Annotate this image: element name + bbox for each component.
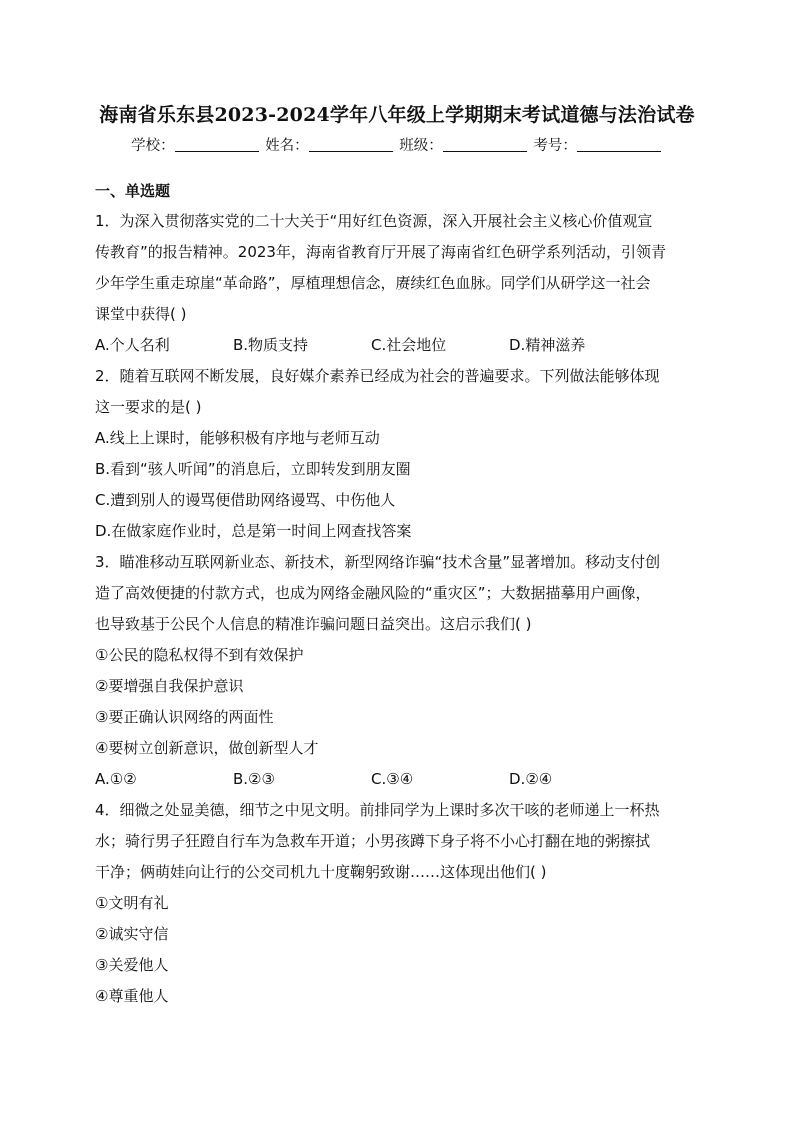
question-text-line: 4．细微之处显美德，细节之中见文明。前排同学为上课时多次干咳的老师递上一杯热 <box>95 801 660 819</box>
question-text-line: 传教育”的报告精神。2023年，海南省教育厅开展了海南省红色研学系列活动，引领青 <box>95 243 666 261</box>
answer-options <box>95 330 705 361</box>
option-b[interactable]: B.看到“骇人听闻”的消息后，立即转发到朋友圈 <box>95 460 411 478</box>
question-text-line: 少年学生重走琼崖“革命路”，厚植理想信念，赓续红色血脉。同学们从研学这一社会 <box>95 274 651 292</box>
exam-number-blank[interactable] <box>577 137 661 152</box>
school-blank[interactable] <box>175 137 259 152</box>
student-info-line <box>0 134 794 155</box>
exam-number-label: 考号： <box>533 138 577 154</box>
question-text-line: 干净；俩萌娃向让行的公交司机九十度鞠躬致谢……这体现出他们( ) <box>95 863 547 881</box>
option-d[interactable]: D.精神滋养 <box>509 336 586 354</box>
question-2 <box>95 361 705 547</box>
class-blank[interactable] <box>443 137 527 152</box>
option-c[interactable]: C.③④ <box>371 770 414 788</box>
answer-options <box>95 764 705 795</box>
question-4 <box>95 795 705 1012</box>
statement-item: ②诚实守信 <box>95 925 169 943</box>
option-a[interactable]: A.①② <box>95 770 137 788</box>
section-heading: 一、单选题 <box>95 182 171 200</box>
question-1 <box>95 206 705 361</box>
question-text-line: 3．瞄准移动互联网新业态、新技术，新型网络诈骗“技术含量”显著增加。移动支付创 <box>95 553 661 571</box>
question-text-line: 这一要求的是( ) <box>95 398 202 416</box>
statement-item: ④尊重他人 <box>95 987 169 1005</box>
option-d[interactable]: D.在做家庭作业时，总是第一时间上网查找答案 <box>95 522 412 540</box>
option-b[interactable]: B.②③ <box>233 770 275 788</box>
question-text-line: 水；骑行男子狂蹬自行车为急救车开道；小男孩蹲下身子将不小心打翻在地的粥擦拭 <box>95 832 651 850</box>
class-label: 班级： <box>399 138 443 154</box>
option-a[interactable]: A.个人名利 <box>95 336 170 354</box>
question-text-line: 也导致基于公民个人信息的精准诈骗问题日益突出。这启示我们( ) <box>95 615 532 633</box>
option-b[interactable]: B.物质支持 <box>233 336 309 354</box>
name-label: 姓名： <box>265 138 309 154</box>
question-text-line: 2．随着互联网不断发展，良好媒介素养已经成为社会的普遍要求。下列做法能够体现 <box>95 367 660 385</box>
statement-item: ①公民的隐私权得不到有效保护 <box>95 646 304 664</box>
question-3 <box>95 547 705 795</box>
question-text-line: 1．为深入贯彻落实党的二十大关于“用好红色资源，深入开展社会主义核心价值观宣 <box>95 212 653 230</box>
exam-content <box>95 184 705 1012</box>
question-text-line: 造了高效便捷的付款方式，也成为网络金融风险的“重灾区”；大数据描摹用户画像， <box>95 584 651 602</box>
statement-item: ③要正确认识网络的两面性 <box>95 708 274 726</box>
option-c[interactable]: C.遭到别人的谩骂便借助网络谩骂、中伤他人 <box>95 491 396 509</box>
school-label: 学校： <box>131 138 175 154</box>
statement-item: ④要树立创新意识，做创新型人才 <box>95 739 319 757</box>
option-c[interactable]: C.社会地位 <box>371 336 447 354</box>
statement-item: ③关爱他人 <box>95 956 169 974</box>
question-text-line: 课堂中获得( ) <box>95 305 187 323</box>
name-blank[interactable] <box>309 137 393 152</box>
statement-item: ①文明有礼 <box>95 894 169 912</box>
option-d[interactable]: D.②④ <box>509 770 553 788</box>
statement-item: ②要增强自我保护意识 <box>95 677 244 695</box>
exam-title: 海南省乐东县2023-2024学年八年级上学期期末考试道德与法治试卷 <box>99 104 695 126</box>
option-a[interactable]: A.线上上课时，能够积极有序地与老师互动 <box>95 429 380 447</box>
